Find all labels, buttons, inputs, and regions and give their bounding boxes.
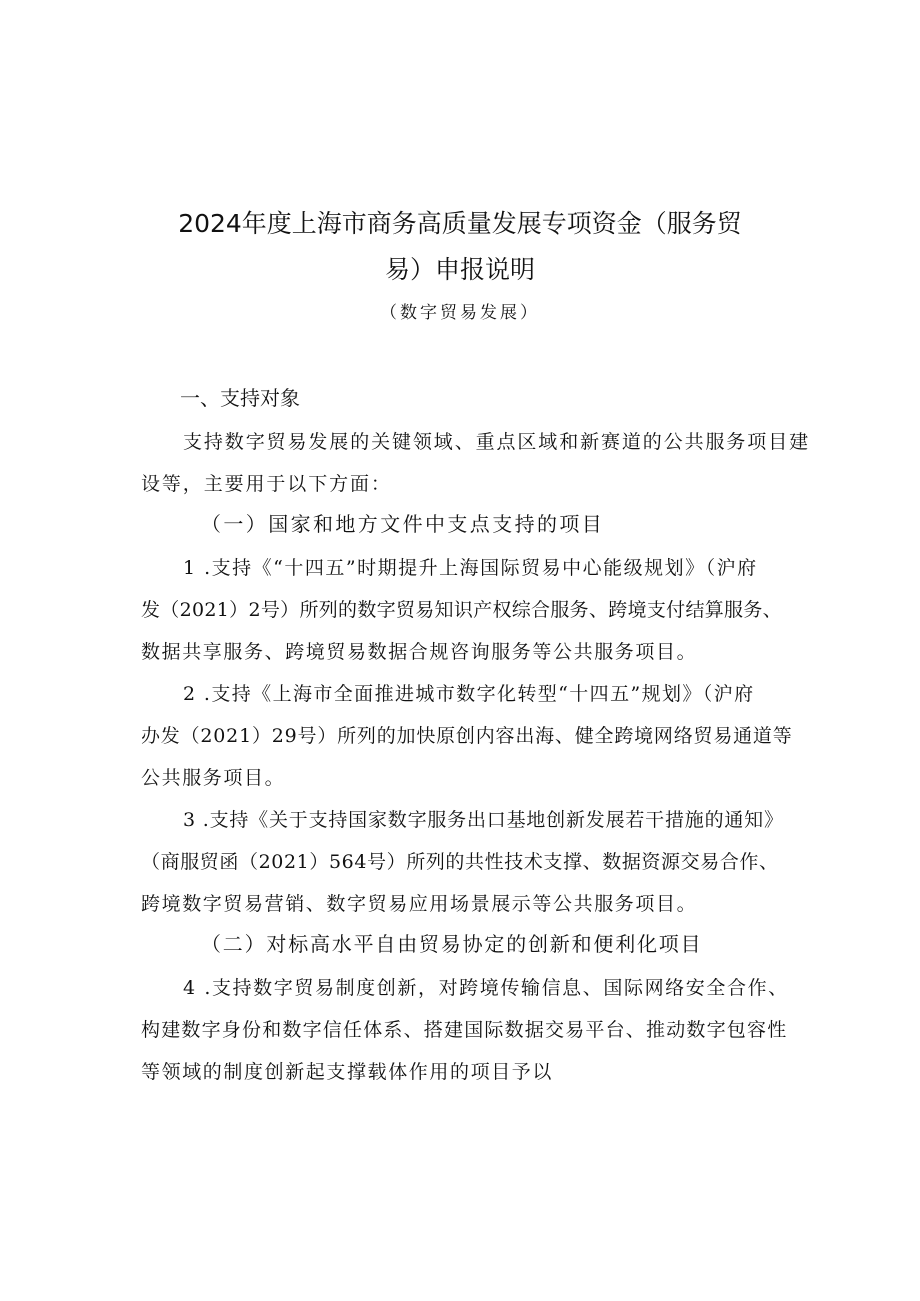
subsection-heading-1: （一）国家和地方文件中支点支持的项目 bbox=[201, 512, 605, 536]
paragraph-line: 4 .支持数字贸易制度创新，对跨境传输信息、国际网络安全合作、 bbox=[183, 977, 789, 999]
document-title-line-1: 2024年度上海市商务高质量发展专项资金（服务贸 bbox=[178, 209, 742, 238]
section-heading-support-target: 一、支持对象 bbox=[180, 386, 300, 410]
paragraph-line: 构建数字身份和数字信任体系、搭建国际数据交易平台、推动数字包容性 bbox=[141, 1019, 788, 1041]
paragraph-line: 办发（2021）29号）所列的加快原创内容出海、健全跨境网络贸易通道等 bbox=[141, 725, 793, 747]
paragraph-line: 跨境数字贸易营销、数字贸易应用场景展示等公共服务项目。 bbox=[141, 893, 698, 915]
paragraph-line: 发（2021）2号）所列的数字贸易知识产权综合服务、跨境支付结算服务、 bbox=[141, 599, 782, 621]
paragraph-line: 等领域的制度创新起支撑载体作用的项目予以 bbox=[141, 1061, 554, 1083]
paragraph-line: 设等，主要用于以下方面： bbox=[141, 473, 392, 495]
paragraph-line: （商服贸函（2021）564号）所列的共性技术支撑、数据资源交易合作、 bbox=[141, 851, 779, 873]
document-subtitle: （数字贸易发展） bbox=[380, 303, 540, 323]
document-title-line-2: 易）申报说明 bbox=[384, 255, 535, 284]
paragraph-line: 2 .支持《上海市全面推进城市数字化转型“十四五”规划》（沪府 bbox=[183, 683, 755, 705]
paragraph-line: 3 .支持《关于支持国家数字服务出口基地创新发展若干措施的通知》 bbox=[183, 809, 784, 831]
paragraph-line: 数据共享服务、跨境贸易数据合规咨询服务等公共服务项目。 bbox=[141, 641, 698, 663]
subsection-heading-2: （二）对标高水平自由贸易协定的创新和便利化项目 bbox=[201, 932, 703, 956]
paragraph-line: 公共服务项目。 bbox=[141, 767, 286, 789]
paragraph-line: 1 .支持《“十四五”时期提升上海国际贸易中心能级规划》（沪府 bbox=[183, 557, 758, 579]
paragraph-line: 支持数字贸易发展的关键领域、重点区域和新赛道的公共服务项目建 bbox=[183, 431, 811, 453]
